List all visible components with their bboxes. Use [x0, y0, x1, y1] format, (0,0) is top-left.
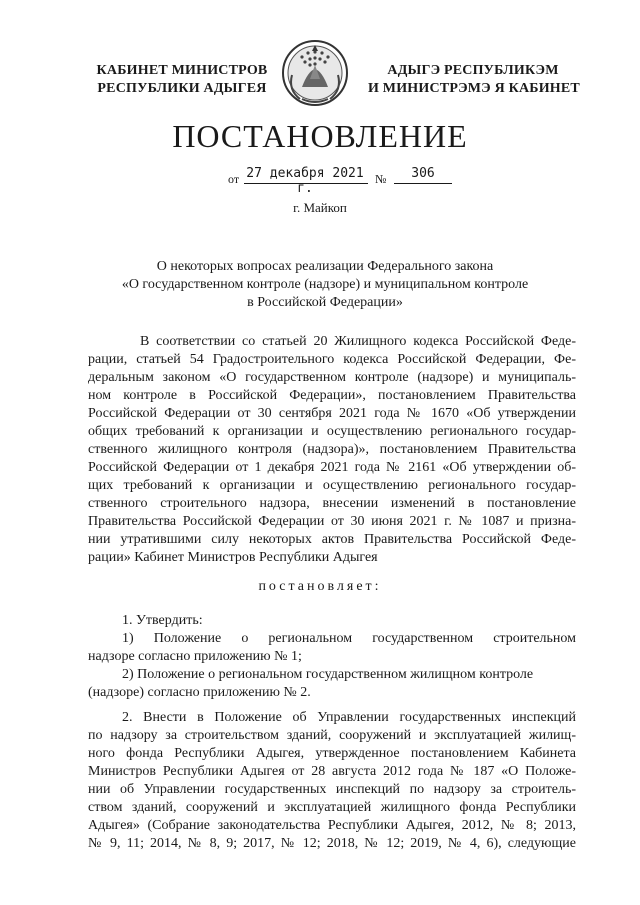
preamble-paragraph: [88, 333, 576, 567]
number-underline: [394, 183, 452, 184]
paragraph-line: нии об Управлении государственных инспекций по надзору за строитель-: [88, 782, 576, 797]
document-date: 27 декабря 2021 г.: [246, 166, 364, 196]
paragraph-line: 2. Внести в Положение об Управлении государственных инспекций: [122, 710, 576, 725]
header-left-line: КАБИНЕТ МИНИСТРОВ: [96, 63, 268, 78]
city: г. Майкоп: [293, 200, 347, 215]
header-right-line: И МИНИСТРЭМЭ Я КАБИНЕТ: [368, 81, 580, 96]
header-right: [368, 62, 578, 98]
paragraph-line: нии утратившими силу некоторых актов Правительства Российской Феде-: [88, 532, 576, 547]
subject-line: О некоторых вопросах реализации Федерального закона: [156, 259, 494, 274]
sub-item-line: надзоре согласно приложению № 1;: [88, 649, 302, 664]
resolves-heading: постановляет:: [258, 579, 382, 594]
paragraph-line: по надзору за строительством зданий, сооружений и эксплуатацией жилищ-: [88, 728, 576, 743]
paragraph-line: щих требований к организации и осуществлению регионального государ-: [88, 478, 576, 493]
document-number: 306: [411, 166, 435, 181]
paragraph-line: № 9, 11; 2014, № 8, 9; 2017, № 12; 2018, № 12; 2019, № 4, 6), следующие: [88, 836, 576, 851]
republic-coat-of-arms-icon: [280, 35, 350, 111]
date-underline: [244, 183, 368, 184]
document-type-title: ПОСТАНОВЛЕНИЕ: [172, 118, 468, 154]
date-prefix: от: [228, 172, 240, 186]
paragraph-line: ственного строительного надзора, внесении изменений в постановление: [88, 496, 576, 511]
paragraph-line: рации, статьей 54 Градостроительного кодекса Российской Федерации, Фе-: [88, 352, 576, 367]
paragraph-line: деральным законом «О государственном контроле (надзоре) и муниципаль-: [88, 370, 576, 385]
number-prefix: №: [375, 172, 387, 186]
paragraph-line: рации» Кабинет Министров Республики Адыгея: [88, 550, 378, 565]
item-1: [88, 612, 576, 702]
paragraph-line: Адыгея» (Собрание законодательства Республики Адыгея, 2012, № 8; 2013,: [88, 818, 576, 833]
item-2: [88, 709, 576, 853]
sub-item-line: 1) Положение о региональном государственном строительном: [122, 631, 576, 646]
paragraph-line: В соответствии со статьей 20 Жилищного кодекса Российской Феде-: [140, 334, 576, 349]
subject-line: «О государственном контроле (надзоре) и муниципальном контроле: [121, 277, 529, 292]
header-left: [92, 62, 272, 98]
dateline: [228, 166, 488, 196]
paragraph-line: ном контроле в Российской Федерации», постановлением Правительства: [88, 388, 576, 403]
paragraph-line: Правительства Российской Федерации от 30 июня 2021 г. № 1087 и призна-: [88, 514, 576, 529]
sub-item-line: (надзоре) согласно приложению № 2.: [88, 685, 311, 700]
paragraph-line: Российской Федерации от 1 декабря 2021 года № 2161 «Об утверждении об-: [88, 460, 576, 475]
paragraph-line: Министров Республики Адыгея от 28 августа 2012 года № 187 «О Положе-: [88, 764, 576, 779]
paragraph-line: Российской Федерации от 30 сентября 2021 года № 1670 «Об утверждении: [88, 406, 576, 421]
header-left-line: РЕСПУБЛИКИ АДЫГЕЯ: [97, 81, 267, 96]
header-right-line: АДЫГЭ РЕСПУБЛИКЭМ: [387, 63, 559, 78]
paragraph-line: ного фонда Республики Адыгея, утвержденное постановлением Кабинета: [88, 746, 576, 761]
item-heading: 1. Утвердить:: [122, 613, 203, 628]
paragraph-line: ством зданий, сооружений и эксплуатацией жилищного фонда Республики: [88, 800, 576, 815]
document-subject: [70, 258, 580, 312]
sub-item-line: 2) Положение о региональном государственном жилищном контроле: [122, 667, 534, 682]
subject-line: в Российской Федерации»: [247, 295, 403, 310]
paragraph-line: ственного жилищного контроля (надзора)», постановлением Правительства: [88, 442, 576, 457]
paragraph-line: общих требований к организации и осуществлению регионального государ-: [88, 424, 576, 439]
